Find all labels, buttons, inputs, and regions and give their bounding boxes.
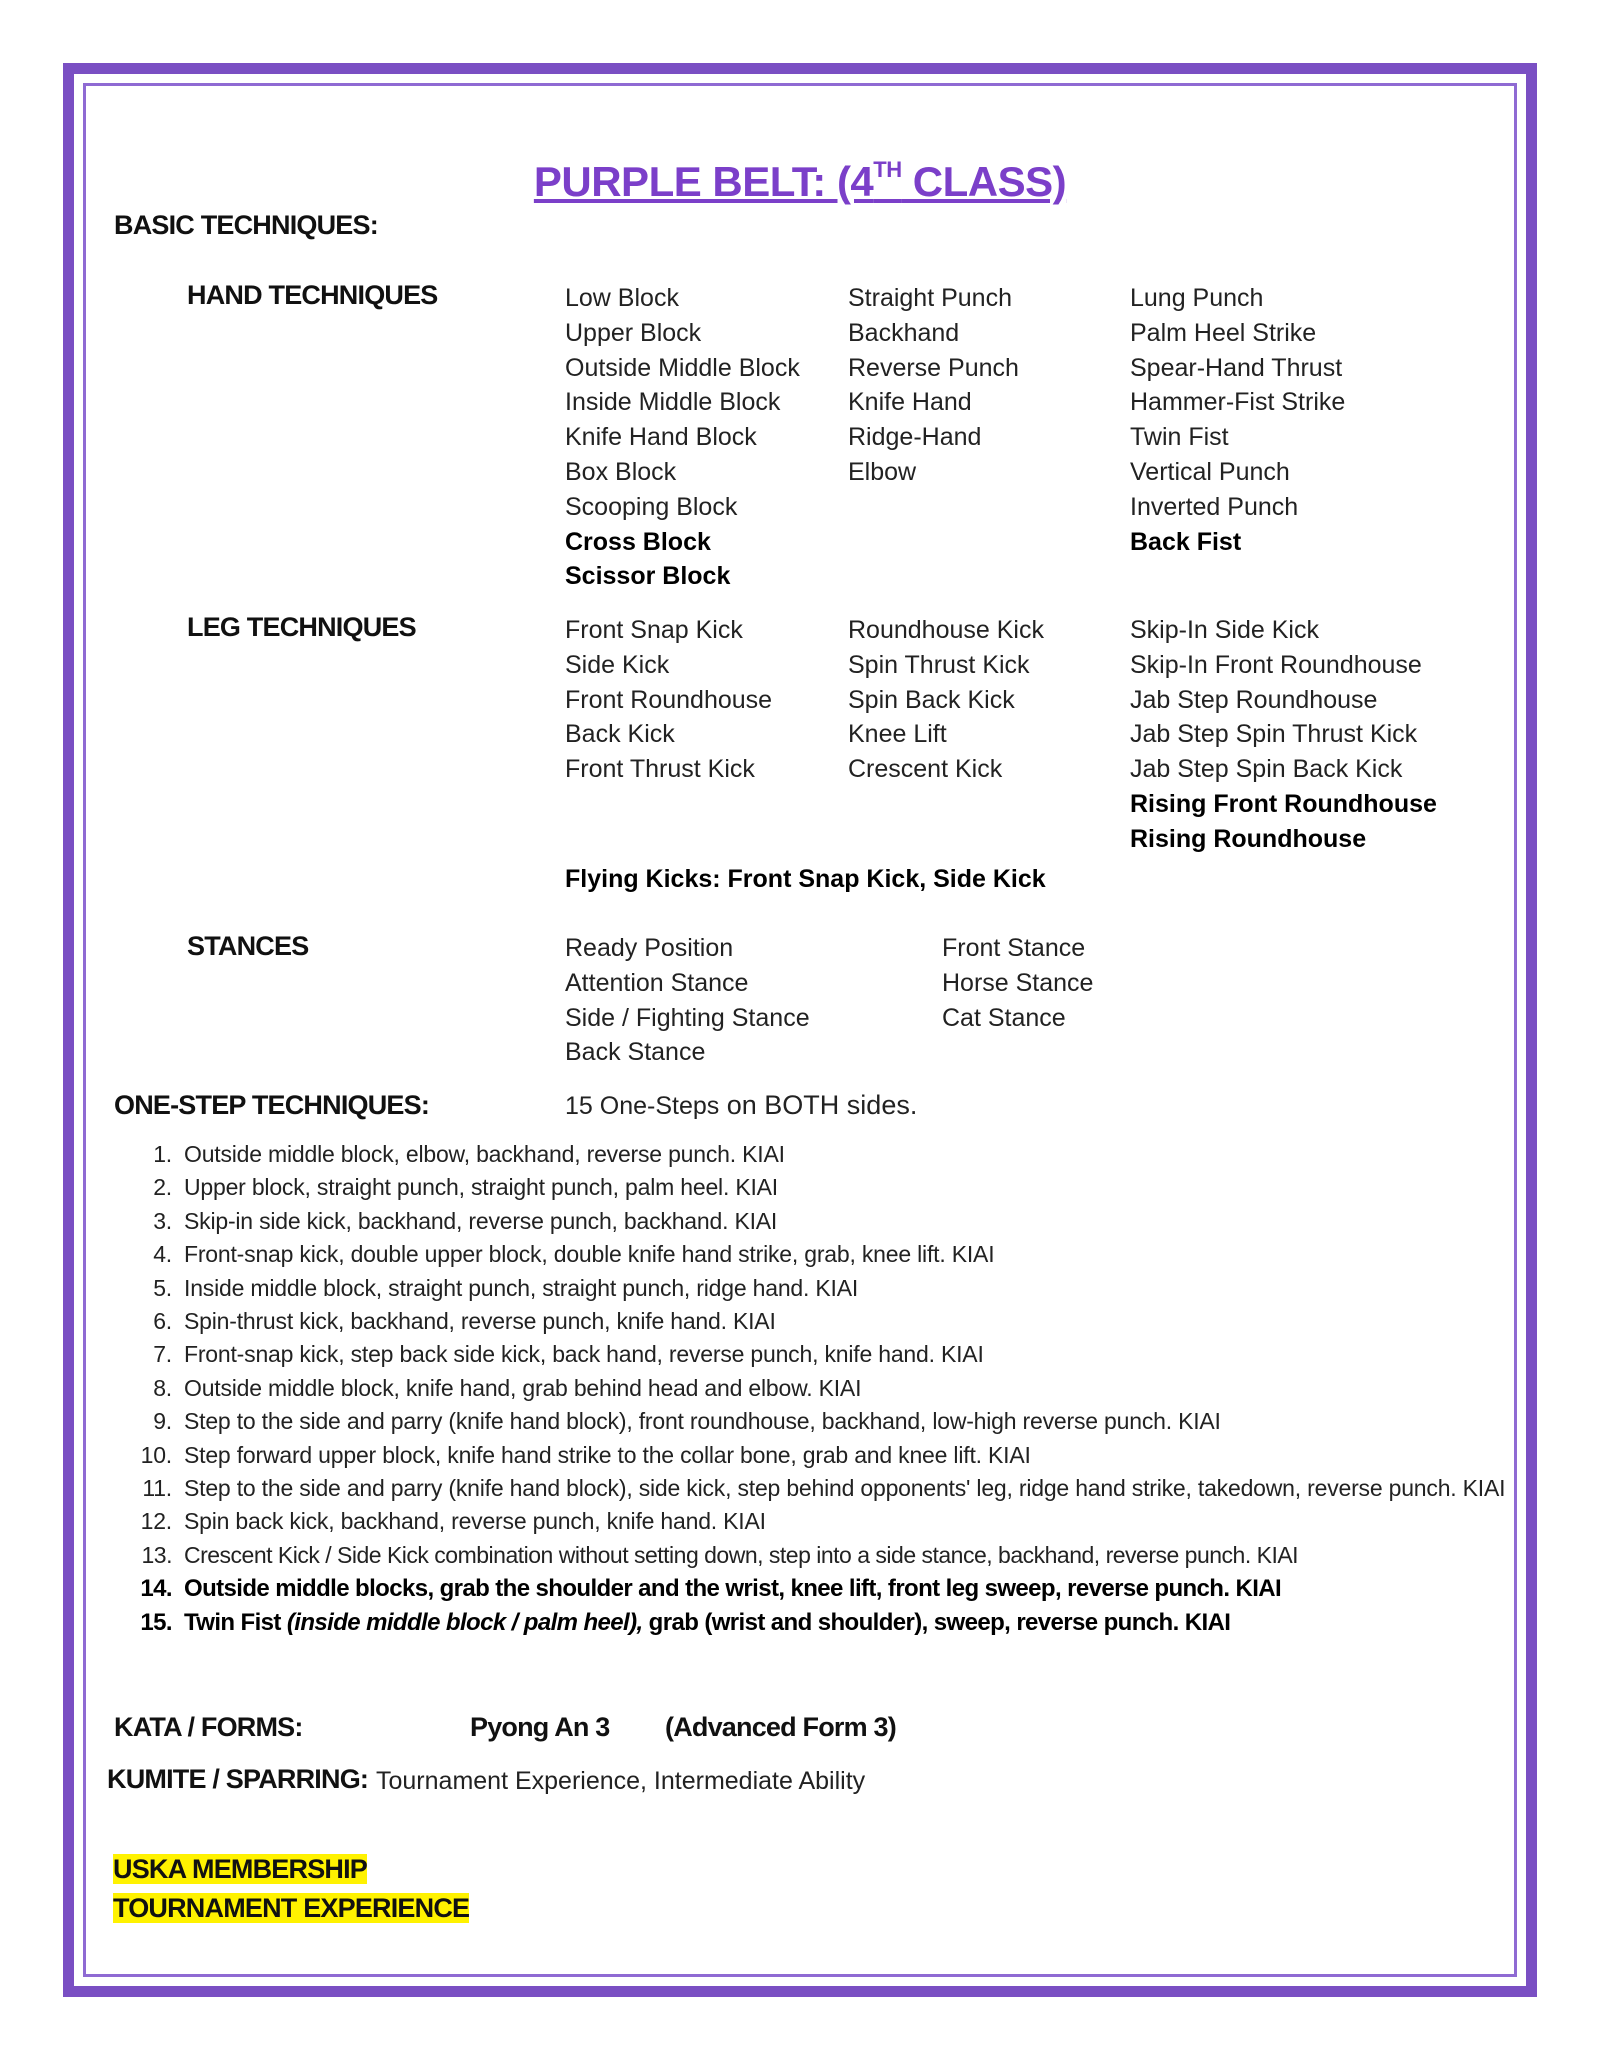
list-item: Inside Middle Block (565, 388, 781, 417)
hand-col-1 (565, 281, 800, 594)
one-step-summary: 15 One-Steps on BOTH sides. (565, 1090, 918, 1120)
list-item: Cat Stance (942, 1003, 1066, 1032)
list-item: Rising Roundhouse (1130, 824, 1367, 853)
list-item: Knife Hand Block (565, 423, 757, 452)
list-item: Hammer-Fist Strike (1130, 388, 1346, 417)
tournament-requirement: TOURNAMENT EXPERIENCE (113, 1893, 470, 1923)
hand-col-3 (1130, 281, 1345, 559)
stances-heading: STANCES (187, 931, 309, 961)
list-item: Crescent Kick (848, 755, 1003, 784)
list-item: Palm Heel Strike (1130, 318, 1317, 347)
list-item: Inverted Punch (1130, 492, 1299, 521)
kata-form: Pyong An 3 (470, 1712, 610, 1742)
list-item: Jab Step Spin Thrust Kick (1130, 720, 1418, 749)
one-step-heading: ONE-STEP TECHNIQUES: (114, 1090, 430, 1120)
list-item: Skip-In Front Roundhouse (1130, 650, 1422, 679)
list-item: Back Stance (565, 1038, 706, 1067)
list-item: Back Kick (565, 720, 675, 749)
list-item: 3. Skip-in side kick, backhand, reverse punch, backhand. KIAI (153, 1207, 778, 1234)
hand-col-2 (848, 281, 1019, 490)
stances-col-2 (942, 931, 1093, 1035)
list-item: Low Block (565, 284, 679, 312)
list-item: Roundhouse Kick (848, 616, 1044, 644)
list-item: Box Block (565, 457, 677, 486)
kata-note: (Advanced Form 3) (665, 1712, 896, 1742)
list-item: 9. Step to the side and parry (knife hand block), front roundhouse, backhand, low-high reverse punch. KIAI (153, 1408, 1221, 1435)
list-item: Front Thrust Kick (565, 755, 755, 784)
list-item: Twin Fist (1130, 423, 1229, 452)
requirements (113, 1852, 469, 1930)
list-item: Side / Fighting Stance (565, 1003, 810, 1032)
list-item: Side Kick (565, 650, 670, 679)
list-item: Knee Lift (848, 720, 947, 749)
list-item: 4. Front-snap kick, double upper block, double knife hand strike, grab, knee lift. KIAI (153, 1241, 995, 1268)
list-item: 8. Outside middle block, knife hand, grab behind head and elbow. KIAI (153, 1374, 862, 1401)
list-item: 14. Outside middle blocks, grab the shoulder and the wrist, knee lift, front leg sweep, reverse punch. KIAI (140, 1575, 1282, 1603)
page-title: PURPLE BELT: (4TH CLASS) (533, 157, 1067, 205)
flying-kicks-line: Flying Kicks: Front Snap Kick, Side Kick (565, 865, 1046, 893)
list-item: 6. Spin-thrust kick, backhand, reverse punch, knife hand. KIAI (153, 1308, 776, 1335)
list-item: 2. Upper block, straight punch, straight punch, palm heel. KIAI (153, 1174, 778, 1201)
leg-col-3 (1130, 613, 1437, 857)
list-item: Horse Stance (942, 968, 1094, 997)
leg-col-1 (565, 613, 772, 787)
one-step-list (126, 1138, 1516, 1639)
list-item: Spin Thrust Kick (848, 650, 1030, 679)
list-item: Front Snap Kick (565, 616, 743, 644)
list-item: 10. Step forward upper block, knife hand strike to the collar bone, grab and knee lift. KIAI (140, 1441, 1031, 1468)
list-item: Elbow (848, 457, 917, 486)
list-item: Attention Stance (565, 968, 749, 997)
list-item: Jab Step Roundhouse (1130, 685, 1378, 714)
list-item: 15. Twin Fist (inside middle block / palm heel), grab (wrist and shoulder), sweep, reverse punch. KIAI (140, 1608, 1231, 1636)
leg-col-2 (848, 613, 1044, 787)
list-item: 11. Step to the side and parry (knife hand block), side kick, step behind opponents' leg, ridge hand strike, takedown, reverse punch. KIAI (142, 1475, 1506, 1502)
list-item: Back Fist (1130, 527, 1242, 556)
list-item: Straight Punch (848, 284, 1012, 312)
list-item: Reverse Punch (848, 353, 1019, 382)
list-item: Scissor Block (565, 562, 731, 591)
list-item: Outside Middle Block (565, 353, 800, 382)
kumite-text: Tournament Experience, Intermediate Ability (376, 1767, 866, 1795)
list-item: 12. Spin back kick, backhand, reverse punch, knife hand. KIAI (140, 1508, 766, 1535)
list-item: Backhand (848, 318, 960, 347)
list-item: Vertical Punch (1130, 457, 1290, 486)
list-item: Lung Punch (1130, 284, 1264, 312)
basic-techniques-heading: BASIC TECHNIQUES: (114, 210, 378, 240)
list-item: Spin Back Kick (848, 685, 1015, 714)
list-item: Skip-In Side Kick (1130, 616, 1319, 644)
list-item: Cross Block (565, 527, 711, 556)
list-item: Jab Step Spin Back Kick (1130, 755, 1403, 784)
list-item: 13. Crescent Kick / Side Kick combination without setting down, step into a side stance, backhand, reverse punch. KIAI (141, 1541, 1299, 1568)
list-item: Front Roundhouse (565, 685, 773, 714)
list-item: 1. Outside middle block, elbow, backhand, reverse punch. KIAI (153, 1141, 785, 1167)
list-item: Spear-Hand Thrust (1130, 353, 1343, 382)
list-item: 7. Front-snap kick, step back side kick, back hand, reverse punch, knife hand. KIAI (153, 1341, 984, 1368)
list-item: 5. Inside middle block, straight punch, straight punch, ridge hand. KIAI (153, 1274, 859, 1301)
stances-col-1 (565, 931, 810, 1070)
kumite-heading: KUMITE / SPARRING: (107, 1764, 369, 1794)
list-item: Scooping Block (565, 492, 738, 521)
list-item: Front Stance (942, 934, 1086, 962)
hand-techniques-heading: HAND TECHNIQUES (187, 280, 438, 310)
list-item: Ready Position (565, 934, 734, 962)
list-item: Upper Block (565, 318, 702, 347)
list-item: Knife Hand (848, 388, 972, 417)
kata-heading: KATA / FORMS: (114, 1712, 303, 1742)
list-item: Rising Front Roundhouse (1130, 789, 1437, 818)
leg-techniques-heading: LEG TECHNIQUES (187, 612, 416, 642)
list-item: Ridge-Hand (848, 423, 982, 452)
membership-requirement: USKA MEMBERSHIP (113, 1854, 368, 1884)
